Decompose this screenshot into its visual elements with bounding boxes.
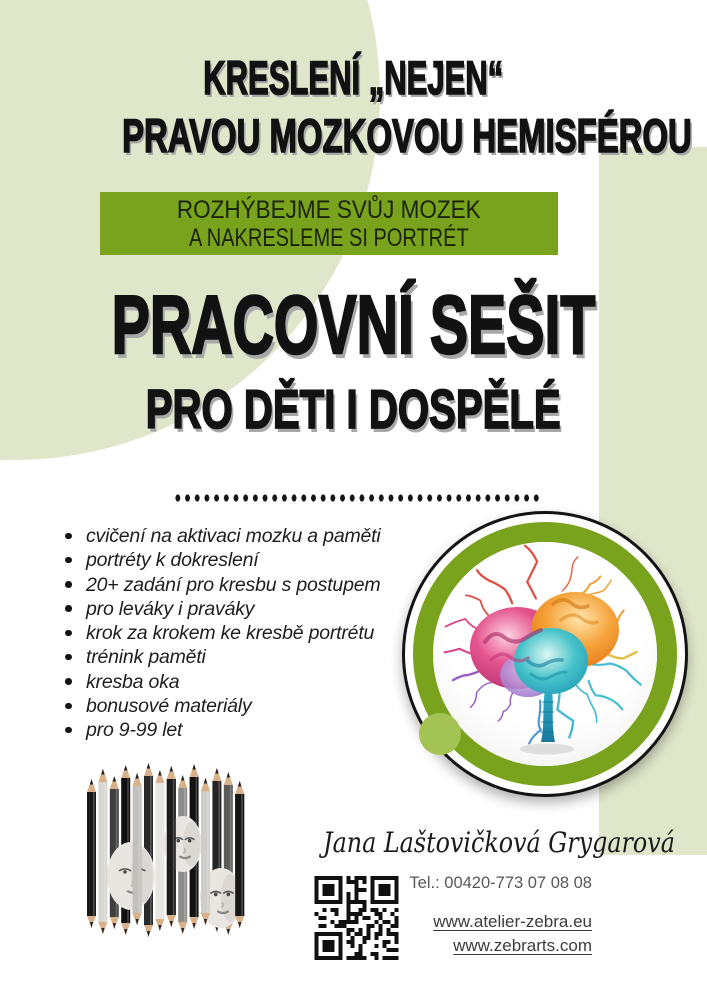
main-heading-text: PRACOVNÍ SEŠIT <box>111 278 596 371</box>
signature <box>292 826 675 860</box>
accent-circle <box>419 713 461 755</box>
feature-item: bonusové materiály <box>63 694 433 718</box>
feature-item: pro 9-99 let <box>63 718 433 742</box>
qr-code <box>313 876 400 960</box>
brain-icon <box>433 542 657 766</box>
feature-item: 20+ zadání pro kresbu s postupem <box>63 573 433 597</box>
website-link-zebrarts[interactable]: www.zebrarts.com <box>453 936 592 955</box>
feature-item: trénink paměti <box>63 645 433 669</box>
feature-item: kresba oka <box>63 670 433 694</box>
features-list <box>63 524 433 743</box>
title-line-2 <box>0 109 707 162</box>
website-link-atelier-zebra[interactable]: www.atelier-zebra.eu <box>433 912 592 931</box>
feature-item: portréty k dokreslení <box>63 548 433 572</box>
feature-item: pro leváky i praváky <box>63 597 433 621</box>
title-line-2-text: PRAVOU MOZKOVOU HEMISFÉROU <box>122 109 692 162</box>
banner-line-2: A NAKRESLEME SI PORTRÉT <box>189 223 469 252</box>
signature-text: Jana Laštovičková Grygarová <box>323 826 675 859</box>
title-line-1-text: KRESLENÍ „NEJEN“ <box>203 51 504 104</box>
brain-photo-area <box>433 542 657 766</box>
feature-item: krok za krokem ke kresbě portrétu <box>63 621 433 645</box>
feature-item: cvičení na aktivaci mozku a paměti <box>63 524 433 548</box>
subtitle-banner <box>100 192 558 255</box>
pencils-artwork <box>85 760 247 952</box>
main-heading <box>0 278 707 371</box>
title-line-1 <box>0 51 707 104</box>
sub-heading-text: PRO DĚTI I DOSPĚLÉ <box>146 378 561 440</box>
phone-number: Tel.: 00420-773 07 08 08 <box>409 874 592 892</box>
sub-heading <box>0 378 707 440</box>
dotted-divider <box>173 493 541 503</box>
banner-line-1: ROZHÝBEJME SVŮJ MOZEK <box>177 195 481 224</box>
